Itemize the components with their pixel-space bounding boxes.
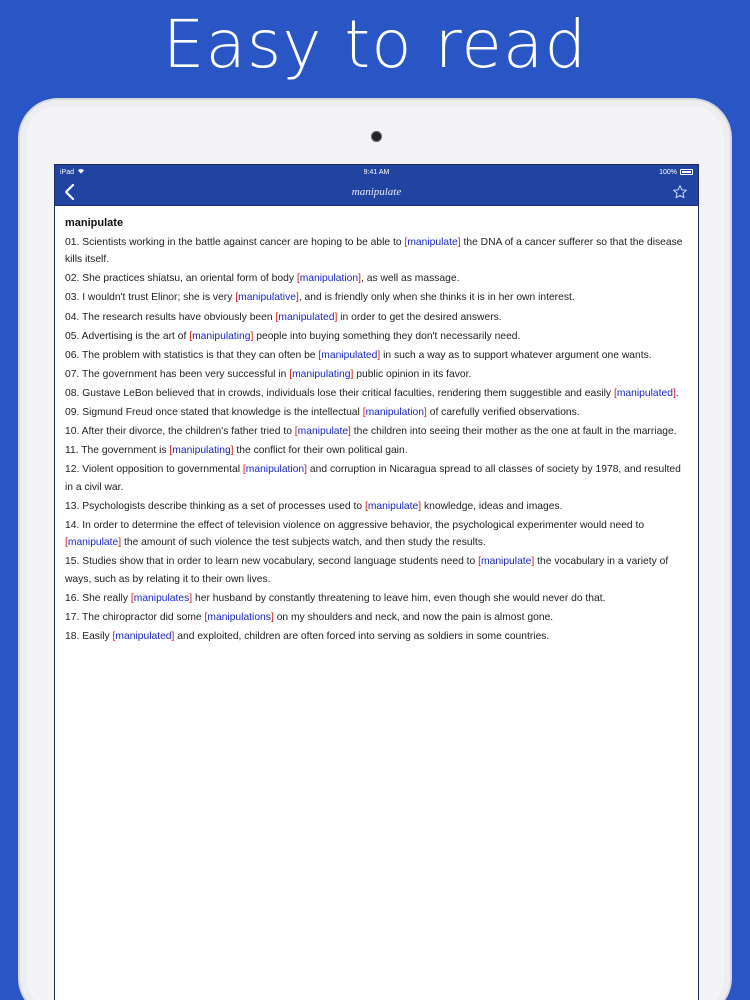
keyword-bracket-close: ]: [531, 556, 535, 568]
sentence-text-after: people into buying something they don't necessarily need.: [256, 330, 521, 342]
highlighted-keyword[interactable]: manipulate: [297, 426, 349, 438]
sentence-number: 01.: [65, 237, 80, 248]
sentence-text-before: Sigmund Freud once stated that knowledge is the intellectual: [82, 407, 360, 419]
sentence-text-before: Easily: [82, 630, 110, 642]
sentence-text-before: She practices shiatsu, an oriental form of body: [82, 273, 294, 285]
sentence-number: 18.: [65, 630, 80, 642]
keyword-bracket-open: [: [242, 464, 246, 476]
highlighted-keyword[interactable]: manipulating: [172, 445, 231, 457]
highlighted-keyword[interactable]: manipulating: [292, 368, 351, 380]
sentence-text-before: In order to determine the effect of television violence on aggressive behavior, the psychological experimenter would need to: [82, 519, 645, 531]
highlighted-keyword[interactable]: manipulates: [133, 592, 190, 604]
sentence-text-after: , as well as massage.: [361, 273, 460, 285]
device-label: iPad: [60, 168, 75, 176]
keyword-bracket-close: ]: [189, 592, 193, 604]
keyword-bracket-close: ]: [457, 237, 461, 248]
sentence-text-before: She really: [82, 592, 128, 604]
highlighted-keyword[interactable]: manipulate: [481, 556, 532, 568]
highlighted-keyword[interactable]: manipulations: [207, 611, 271, 623]
sentence-text-after: the DNA of a cancer sufferer so that the disease kills itself.: [65, 237, 683, 266]
sentence-text-after: and corruption in Nicaragua spread to all classes of society by 1978, and resulted in a civil war.: [65, 464, 681, 493]
word-heading: manipulate: [65, 217, 124, 229]
sentence-text-before: The research results have obviously been: [82, 311, 273, 323]
keyword-bracket-close: ]: [270, 611, 274, 623]
keyword-bracket-open: [: [296, 273, 300, 285]
sentence-number: 09.: [65, 407, 80, 419]
sentence-text-after: in order to get the desired answers.: [340, 311, 502, 323]
sentence-text-before: Gustave LeBon believed that in crowds, individuals lose their critical faculties, rendering them suggestible and easily: [82, 387, 612, 399]
app-screen: [54, 164, 699, 1000]
example-sentence: [65, 270, 689, 287]
highlighted-keyword[interactable]: manipulative: [238, 292, 296, 304]
sentence-list: [55, 206, 698, 645]
sentence-number: 08.: [65, 387, 80, 399]
sentence-number: 06.: [65, 349, 80, 361]
example-sentence: [65, 289, 689, 306]
sentence-number: 15.: [65, 556, 80, 568]
front-camera: [371, 131, 382, 142]
sentence-text-after: the conflict for their own political gain.: [236, 445, 408, 457]
sentence-number: 04.: [65, 311, 80, 323]
keyword-bracket-open: [: [235, 292, 239, 304]
keyword-bracket-open: [: [275, 311, 279, 323]
promo-headline: Easy to read: [162, 6, 588, 83]
sentence-text-before: Violent opposition to governmental: [82, 464, 241, 476]
keyword-bracket-close: ]: [377, 349, 381, 361]
keyword-bracket-open: [: [169, 445, 173, 457]
sentence-text-before: Advertising is the art of: [81, 330, 187, 342]
highlighted-keyword[interactable]: manipulated: [115, 630, 172, 642]
example-sentence: [65, 628, 689, 645]
keyword-bracket-close: ]: [171, 630, 175, 642]
sentence-text-after: the children into seeing their mother as the one at fault in the marriage.: [353, 426, 677, 438]
keyword-bracket-open: [: [318, 349, 322, 361]
keyword-bracket-close: ]: [348, 426, 351, 438]
sentence-number: 17.: [65, 611, 80, 623]
sentence-text-before: Scientists working in the battle against cancer are hoping to be able to: [82, 237, 402, 248]
example-sentence: [65, 366, 689, 383]
highlighted-keyword[interactable]: manipulating: [192, 330, 251, 342]
sentence-text-after: her husband by constantly threatening to leave him, even though she would never do that.: [195, 592, 606, 604]
wifi-icon: [77, 168, 85, 176]
example-sentence: [65, 498, 689, 515]
example-sentence: [65, 309, 689, 326]
highlighted-keyword[interactable]: manipulation: [245, 464, 305, 476]
keyword-bracket-close: ]: [118, 537, 122, 549]
sentence-text-before: Psychologists describe thinking as a set of processes used to: [82, 500, 363, 512]
example-sentence: [65, 590, 689, 607]
keyword-bracket-open: [: [204, 611, 208, 623]
sentence-number: 07.: [65, 368, 80, 380]
sentence-text-after: and exploited, children are often forced into serving as soldiers in some countries.: [177, 630, 550, 642]
example-sentence: [65, 328, 689, 345]
example-sentence: [65, 609, 689, 626]
highlighted-keyword[interactable]: manipulation: [299, 273, 359, 285]
sentence-text-before: Studies show that in order to learn new vocabulary, second language students need to: [82, 556, 476, 568]
sentence-text-after: on my shoulders and neck, and now the pain is almost gone.: [276, 611, 554, 623]
star-outline-icon[interactable]: [672, 184, 688, 200]
sentence-number: 03.: [65, 292, 80, 304]
sentence-text-after: the amount of such violence the test subjects watch, and then study the results.: [124, 537, 486, 549]
highlighted-keyword[interactable]: manipulate: [367, 500, 419, 512]
keyword-bracket-open: [: [130, 592, 134, 604]
sentence-text-before: I wouldn't trust Elinor; she is very: [82, 292, 233, 304]
example-sentence: [65, 385, 689, 402]
nav-title: manipulate: [351, 186, 402, 198]
keyword-bracket-open: [: [613, 387, 617, 399]
sentence-number: 05.: [65, 330, 80, 342]
example-sentence: [65, 442, 689, 459]
keyword-bracket-open: [: [364, 500, 368, 512]
keyword-bracket-open: [: [362, 407, 366, 419]
keyword-bracket-open: [: [189, 330, 193, 342]
sentence-number: 16.: [65, 592, 80, 604]
keyword-bracket-close: ]: [334, 311, 338, 323]
keyword-bracket-open: [: [289, 368, 293, 380]
sentence-text-after: knowledge, ideas and images.: [423, 500, 563, 512]
example-sentence: [65, 404, 689, 421]
keyword-bracket-open: [: [478, 556, 482, 568]
keyword-bracket-open: [: [112, 630, 116, 642]
highlighted-keyword[interactable]: manipulate: [67, 537, 119, 549]
keyword-bracket-close: ]: [230, 445, 234, 457]
keyword-bracket-close: ]: [350, 368, 354, 380]
battery-percent: 100%: [659, 168, 677, 176]
sentence-text-after: of carefully verified observations.: [429, 407, 580, 419]
battery-icon: [680, 169, 693, 175]
keyword-bracket-close: ]: [423, 407, 427, 419]
sentence-text-before: The government has been very successful in: [82, 368, 287, 380]
sentence-text-before: The chiropractor did some: [82, 611, 202, 623]
sentence-text-before: After their divorce, the children's father tried to: [81, 426, 292, 438]
example-sentence: [65, 517, 689, 552]
keyword-bracket-close: ]: [358, 273, 361, 285]
highlighted-keyword[interactable]: manipulated: [278, 311, 335, 323]
sentence-number: 14.: [65, 519, 80, 531]
example-sentence: [65, 234, 689, 269]
keyword-bracket-close: ]: [250, 330, 254, 342]
keyword-bracket-open: [: [404, 237, 408, 248]
keyword-bracket-open: [: [294, 426, 298, 438]
example-sentence: [65, 423, 689, 440]
navigation-bar: [55, 179, 698, 206]
status-time: 9:41 AM: [363, 168, 390, 176]
sentence-number: 10.: [65, 426, 80, 438]
sentence-number: 13.: [65, 500, 80, 512]
keyword-bracket-close: ]: [304, 464, 308, 476]
status-bar: [55, 165, 698, 179]
sentence-text-before: The government is: [81, 445, 167, 457]
keyword-bracket-close: ]: [418, 500, 422, 512]
example-sentence: [65, 461, 689, 496]
keyword-bracket-close: ]: [295, 292, 299, 304]
sentence-number: 11.: [65, 445, 79, 457]
highlighted-keyword[interactable]: manipulate: [407, 237, 458, 248]
sentence-text-after: public opinion in its favor.: [356, 368, 472, 380]
sentence-text-before: The problem with statistics is that they can often be: [82, 349, 316, 361]
highlighted-keyword[interactable]: manipulated: [616, 387, 673, 399]
highlighted-keyword[interactable]: manipulation: [365, 407, 424, 419]
sentence-number: 12.: [65, 464, 80, 476]
example-sentence: [65, 553, 689, 588]
example-sentence: [65, 347, 689, 364]
sentence-number: 02.: [65, 273, 80, 285]
sentence-text-after: .: [675, 387, 679, 399]
sentence-text-after: in such a way as to support whatever argument one wants.: [383, 349, 652, 361]
keyword-bracket-close: ]: [672, 387, 676, 399]
sentence-text-after: the vocabulary in a variety of ways, such as by relating it to their own lives.: [65, 556, 669, 585]
ipad-frame: [18, 98, 732, 1000]
keyword-bracket-open: [: [65, 537, 68, 549]
highlighted-keyword[interactable]: manipulated: [321, 349, 378, 361]
sentence-text-after: , and is friendly only when she thinks it is in her own interest.: [298, 292, 575, 304]
